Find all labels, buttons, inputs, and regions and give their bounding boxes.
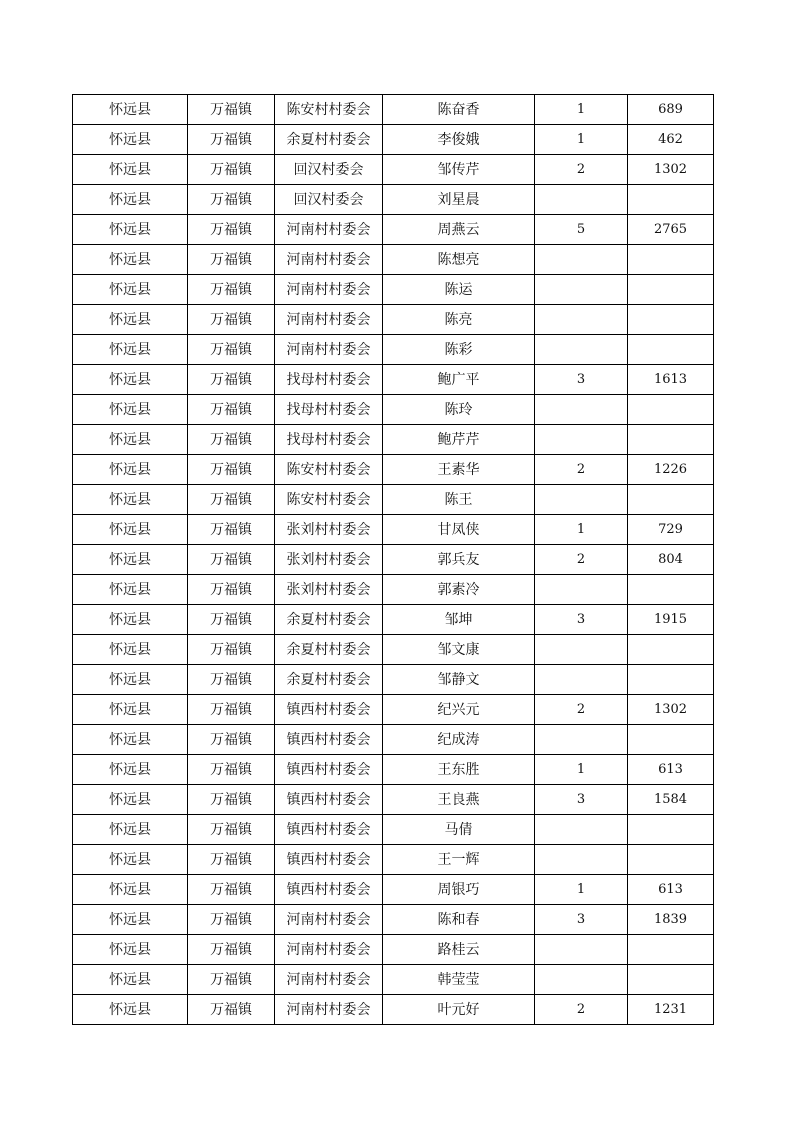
county-cell: 怀远县 bbox=[73, 875, 188, 905]
town-cell: 万福镇 bbox=[188, 935, 275, 965]
roster-table-body bbox=[73, 95, 714, 1025]
amount-cell bbox=[628, 965, 714, 995]
town-cell: 万福镇 bbox=[188, 575, 275, 605]
town-cell: 万福镇 bbox=[188, 695, 275, 725]
village-committee-cell: 河南村村委会 bbox=[275, 215, 383, 245]
name-cell: 纪兴元 bbox=[383, 695, 535, 725]
town-cell: 万福镇 bbox=[188, 425, 275, 455]
village-committee-cell: 陈安村村委会 bbox=[275, 95, 383, 125]
household-count-cell: 3 bbox=[535, 605, 628, 635]
amount-cell: 1302 bbox=[628, 695, 714, 725]
village-committee-cell: 余夏村村委会 bbox=[275, 605, 383, 635]
county-cell: 怀远县 bbox=[73, 575, 188, 605]
town-cell: 万福镇 bbox=[188, 815, 275, 845]
town-cell: 万福镇 bbox=[188, 455, 275, 485]
household-count-cell: 3 bbox=[535, 905, 628, 935]
table-row bbox=[73, 125, 714, 155]
name-cell: 邹文康 bbox=[383, 635, 535, 665]
village-committee-cell: 找母村村委会 bbox=[275, 425, 383, 455]
town-cell: 万福镇 bbox=[188, 125, 275, 155]
county-cell: 怀远县 bbox=[73, 815, 188, 845]
amount-cell: 1839 bbox=[628, 905, 714, 935]
name-cell: 甘凤侠 bbox=[383, 515, 535, 545]
village-committee-cell: 回汉村委会 bbox=[275, 155, 383, 185]
town-cell: 万福镇 bbox=[188, 635, 275, 665]
town-cell: 万福镇 bbox=[188, 905, 275, 935]
county-cell: 怀远县 bbox=[73, 515, 188, 545]
village-committee-cell: 镇西村村委会 bbox=[275, 845, 383, 875]
table-row bbox=[73, 755, 714, 785]
village-committee-cell: 张刘村村委会 bbox=[275, 515, 383, 545]
household-count-cell bbox=[535, 845, 628, 875]
village-committee-cell: 河南村村委会 bbox=[275, 995, 383, 1025]
table-row bbox=[73, 605, 714, 635]
amount-cell bbox=[628, 425, 714, 455]
village-committee-cell: 余夏村村委会 bbox=[275, 125, 383, 155]
amount-cell bbox=[628, 665, 714, 695]
household-count-cell: 2 bbox=[535, 995, 628, 1025]
household-count-cell bbox=[535, 305, 628, 335]
name-cell: 周燕云 bbox=[383, 215, 535, 245]
table-row bbox=[73, 455, 714, 485]
household-count-cell bbox=[535, 815, 628, 845]
table-row bbox=[73, 485, 714, 515]
amount-cell bbox=[628, 575, 714, 605]
household-count-cell bbox=[535, 425, 628, 455]
town-cell: 万福镇 bbox=[188, 545, 275, 575]
name-cell: 邹静文 bbox=[383, 665, 535, 695]
name-cell: 马倩 bbox=[383, 815, 535, 845]
table-row bbox=[73, 185, 714, 215]
table-row bbox=[73, 965, 714, 995]
town-cell: 万福镇 bbox=[188, 95, 275, 125]
household-count-cell bbox=[535, 965, 628, 995]
name-cell: 王素华 bbox=[383, 455, 535, 485]
county-cell: 怀远县 bbox=[73, 215, 188, 245]
town-cell: 万福镇 bbox=[188, 785, 275, 815]
household-count-cell: 1 bbox=[535, 755, 628, 785]
name-cell: 陈玲 bbox=[383, 395, 535, 425]
county-cell: 怀远县 bbox=[73, 335, 188, 365]
village-committee-cell: 河南村村委会 bbox=[275, 335, 383, 365]
village-committee-cell: 河南村村委会 bbox=[275, 935, 383, 965]
name-cell: 王良燕 bbox=[383, 785, 535, 815]
household-count-cell: 1 bbox=[535, 875, 628, 905]
county-cell: 怀远县 bbox=[73, 395, 188, 425]
county-cell: 怀远县 bbox=[73, 995, 188, 1025]
name-cell: 邹坤 bbox=[383, 605, 535, 635]
town-cell: 万福镇 bbox=[188, 515, 275, 545]
town-cell: 万福镇 bbox=[188, 845, 275, 875]
amount-cell bbox=[628, 725, 714, 755]
table-row bbox=[73, 275, 714, 305]
table-row bbox=[73, 335, 714, 365]
household-count-cell bbox=[535, 335, 628, 365]
name-cell: 陈彩 bbox=[383, 335, 535, 365]
county-cell: 怀远县 bbox=[73, 695, 188, 725]
county-cell: 怀远县 bbox=[73, 275, 188, 305]
amount-cell bbox=[628, 485, 714, 515]
amount-cell: 613 bbox=[628, 755, 714, 785]
table-row bbox=[73, 515, 714, 545]
table-row bbox=[73, 695, 714, 725]
county-cell: 怀远县 bbox=[73, 455, 188, 485]
table-row bbox=[73, 725, 714, 755]
name-cell: 郭素冷 bbox=[383, 575, 535, 605]
table-row bbox=[73, 545, 714, 575]
town-cell: 万福镇 bbox=[188, 245, 275, 275]
town-cell: 万福镇 bbox=[188, 755, 275, 785]
household-count-cell bbox=[535, 485, 628, 515]
village-committee-cell: 镇西村村委会 bbox=[275, 815, 383, 845]
village-committee-cell: 找母村村委会 bbox=[275, 395, 383, 425]
county-cell: 怀远县 bbox=[73, 665, 188, 695]
household-count-cell bbox=[535, 635, 628, 665]
county-cell: 怀远县 bbox=[73, 935, 188, 965]
household-count-cell bbox=[535, 245, 628, 275]
village-committee-cell: 镇西村村委会 bbox=[275, 725, 383, 755]
table-row bbox=[73, 425, 714, 455]
household-count-cell: 2 bbox=[535, 155, 628, 185]
amount-cell bbox=[628, 245, 714, 275]
table-row bbox=[73, 575, 714, 605]
county-cell: 怀远县 bbox=[73, 305, 188, 335]
amount-cell: 1613 bbox=[628, 365, 714, 395]
household-count-cell: 2 bbox=[535, 695, 628, 725]
county-cell: 怀远县 bbox=[73, 125, 188, 155]
household-count-cell: 3 bbox=[535, 785, 628, 815]
county-cell: 怀远县 bbox=[73, 785, 188, 815]
village-committee-cell: 镇西村村委会 bbox=[275, 875, 383, 905]
table-row bbox=[73, 905, 714, 935]
village-committee-cell: 找母村村委会 bbox=[275, 365, 383, 395]
household-count-cell bbox=[535, 185, 628, 215]
village-committee-cell: 河南村村委会 bbox=[275, 905, 383, 935]
town-cell: 万福镇 bbox=[188, 875, 275, 905]
county-cell: 怀远县 bbox=[73, 245, 188, 275]
county-cell: 怀远县 bbox=[73, 545, 188, 575]
county-cell: 怀远县 bbox=[73, 605, 188, 635]
town-cell: 万福镇 bbox=[188, 155, 275, 185]
amount-cell: 1226 bbox=[628, 455, 714, 485]
county-cell: 怀远县 bbox=[73, 425, 188, 455]
village-committee-cell: 河南村村委会 bbox=[275, 275, 383, 305]
village-committee-cell: 余夏村村委会 bbox=[275, 665, 383, 695]
town-cell: 万福镇 bbox=[188, 305, 275, 335]
table-row bbox=[73, 635, 714, 665]
town-cell: 万福镇 bbox=[188, 335, 275, 365]
amount-cell bbox=[628, 275, 714, 305]
table-row bbox=[73, 935, 714, 965]
table-row bbox=[73, 665, 714, 695]
household-count-cell bbox=[535, 725, 628, 755]
name-cell: 鲍芹芹 bbox=[383, 425, 535, 455]
town-cell: 万福镇 bbox=[188, 185, 275, 215]
county-cell: 怀远县 bbox=[73, 485, 188, 515]
table-row bbox=[73, 215, 714, 245]
amount-cell: 804 bbox=[628, 545, 714, 575]
village-committee-cell: 镇西村村委会 bbox=[275, 755, 383, 785]
table-row bbox=[73, 95, 714, 125]
household-count-cell: 1 bbox=[535, 515, 628, 545]
name-cell: 陈运 bbox=[383, 275, 535, 305]
amount-cell: 1302 bbox=[628, 155, 714, 185]
village-committee-cell: 陈安村村委会 bbox=[275, 455, 383, 485]
household-count-cell bbox=[535, 275, 628, 305]
table-row bbox=[73, 395, 714, 425]
table-row bbox=[73, 365, 714, 395]
town-cell: 万福镇 bbox=[188, 995, 275, 1025]
name-cell: 韩莹莹 bbox=[383, 965, 535, 995]
county-cell: 怀远县 bbox=[73, 155, 188, 185]
county-cell: 怀远县 bbox=[73, 635, 188, 665]
name-cell: 陈奋香 bbox=[383, 95, 535, 125]
name-cell: 陈和春 bbox=[383, 905, 535, 935]
amount-cell: 729 bbox=[628, 515, 714, 545]
name-cell: 邹传芹 bbox=[383, 155, 535, 185]
name-cell: 鲍广平 bbox=[383, 365, 535, 395]
county-cell: 怀远县 bbox=[73, 725, 188, 755]
household-count-cell bbox=[535, 935, 628, 965]
amount-cell bbox=[628, 935, 714, 965]
name-cell: 陈王 bbox=[383, 485, 535, 515]
amount-cell: 1915 bbox=[628, 605, 714, 635]
name-cell: 郭兵友 bbox=[383, 545, 535, 575]
household-count-cell: 5 bbox=[535, 215, 628, 245]
county-cell: 怀远县 bbox=[73, 95, 188, 125]
county-cell: 怀远县 bbox=[73, 755, 188, 785]
name-cell: 陈想亮 bbox=[383, 245, 535, 275]
village-committee-cell: 陈安村村委会 bbox=[275, 485, 383, 515]
amount-cell bbox=[628, 335, 714, 365]
table-row bbox=[73, 305, 714, 335]
village-committee-cell: 河南村村委会 bbox=[275, 245, 383, 275]
household-count-cell bbox=[535, 575, 628, 605]
amount-cell: 689 bbox=[628, 95, 714, 125]
town-cell: 万福镇 bbox=[188, 365, 275, 395]
amount-cell bbox=[628, 185, 714, 215]
roster-table bbox=[72, 94, 714, 1025]
table-row bbox=[73, 995, 714, 1025]
household-count-cell: 2 bbox=[535, 455, 628, 485]
town-cell: 万福镇 bbox=[188, 965, 275, 995]
amount-cell bbox=[628, 305, 714, 335]
name-cell: 叶元好 bbox=[383, 995, 535, 1025]
village-committee-cell: 镇西村村委会 bbox=[275, 695, 383, 725]
amount-cell: 462 bbox=[628, 125, 714, 155]
name-cell: 纪成涛 bbox=[383, 725, 535, 755]
amount-cell: 1584 bbox=[628, 785, 714, 815]
table-row bbox=[73, 815, 714, 845]
name-cell: 李俊娥 bbox=[383, 125, 535, 155]
town-cell: 万福镇 bbox=[188, 395, 275, 425]
table-row bbox=[73, 785, 714, 815]
amount-cell: 1231 bbox=[628, 995, 714, 1025]
village-committee-cell: 张刘村村委会 bbox=[275, 575, 383, 605]
household-count-cell: 1 bbox=[535, 125, 628, 155]
county-cell: 怀远县 bbox=[73, 185, 188, 215]
name-cell: 刘星晨 bbox=[383, 185, 535, 215]
amount-cell bbox=[628, 635, 714, 665]
name-cell: 周银巧 bbox=[383, 875, 535, 905]
town-cell: 万福镇 bbox=[188, 725, 275, 755]
amount-cell: 2765 bbox=[628, 215, 714, 245]
county-cell: 怀远县 bbox=[73, 905, 188, 935]
village-committee-cell: 回汉村委会 bbox=[275, 185, 383, 215]
name-cell: 王一辉 bbox=[383, 845, 535, 875]
county-cell: 怀远县 bbox=[73, 365, 188, 395]
amount-cell: 613 bbox=[628, 875, 714, 905]
amount-cell bbox=[628, 395, 714, 425]
table-row bbox=[73, 155, 714, 185]
name-cell: 陈亮 bbox=[383, 305, 535, 335]
household-count-cell bbox=[535, 395, 628, 425]
name-cell: 路桂云 bbox=[383, 935, 535, 965]
household-count-cell: 1 bbox=[535, 95, 628, 125]
town-cell: 万福镇 bbox=[188, 275, 275, 305]
village-committee-cell: 余夏村村委会 bbox=[275, 635, 383, 665]
village-committee-cell: 河南村村委会 bbox=[275, 305, 383, 335]
county-cell: 怀远县 bbox=[73, 845, 188, 875]
table-row bbox=[73, 845, 714, 875]
household-count-cell: 3 bbox=[535, 365, 628, 395]
name-cell: 王东胜 bbox=[383, 755, 535, 785]
household-count-cell bbox=[535, 665, 628, 695]
county-cell: 怀远县 bbox=[73, 965, 188, 995]
household-count-cell: 2 bbox=[535, 545, 628, 575]
table-row bbox=[73, 875, 714, 905]
village-committee-cell: 河南村村委会 bbox=[275, 965, 383, 995]
village-committee-cell: 镇西村村委会 bbox=[275, 785, 383, 815]
town-cell: 万福镇 bbox=[188, 485, 275, 515]
town-cell: 万福镇 bbox=[188, 605, 275, 635]
town-cell: 万福镇 bbox=[188, 215, 275, 245]
amount-cell bbox=[628, 845, 714, 875]
village-committee-cell: 张刘村村委会 bbox=[275, 545, 383, 575]
amount-cell bbox=[628, 815, 714, 845]
table-row bbox=[73, 245, 714, 275]
document-page bbox=[72, 94, 713, 1025]
town-cell: 万福镇 bbox=[188, 665, 275, 695]
